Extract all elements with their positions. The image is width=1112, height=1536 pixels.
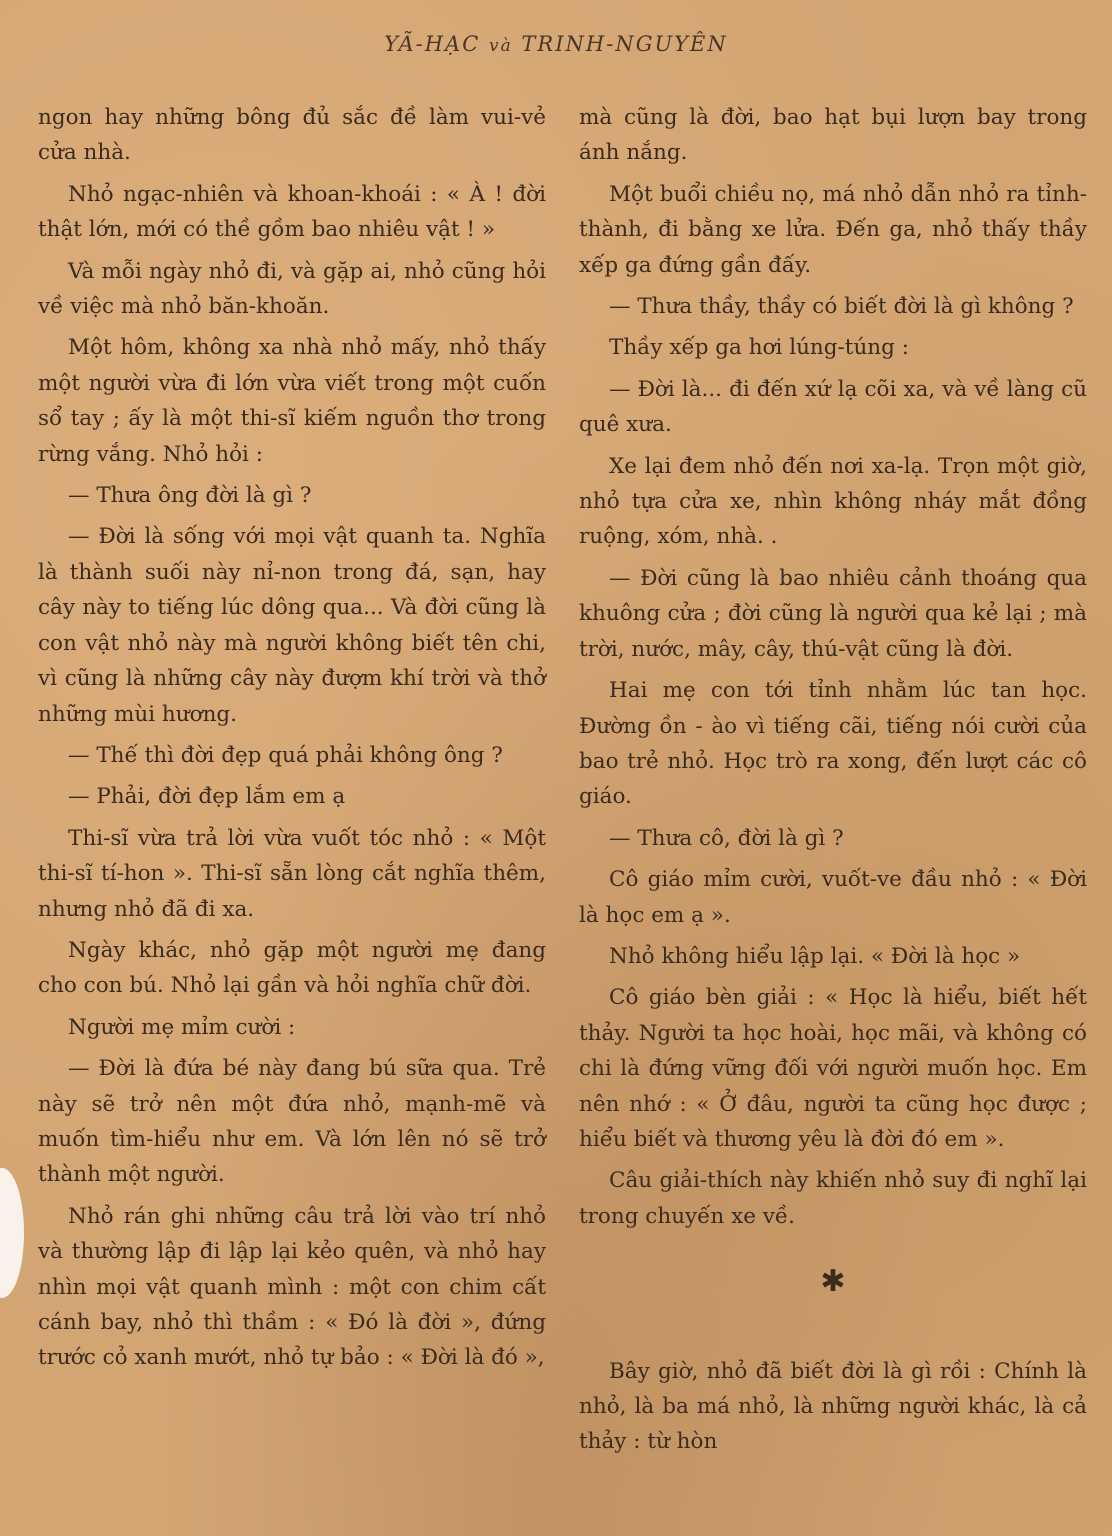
- right-column-body: [579, 100, 1087, 1234]
- paragraph: Ngày khác, nhỏ gặp một người mẹ đang cho con bú. Nhỏ lại gần và hỏi nghĩa chữ đời.: [38, 937, 546, 999]
- paragraph: Nhỏ không hiểu lập lại. « Đời là học »: [609, 943, 1021, 969]
- paragraph: — Đời là sống với mọi vật quanh ta. Nghĩa là thành suối này nỉ-non trong đá, sạn, hay cây này to tiếng lúc dông qua... Và đời cũng là con vật nhỏ này mà người không biết tên chi, vì cũng là những cây này đượm khí trời và thở những mùi hương.: [38, 524, 546, 727]
- paragraph: Thầy xếp ga hơi lúng-túng :: [609, 335, 909, 361]
- paragraph: mà cũng là đời, bao hạt bụi lượn bay trong ánh nắng.: [579, 105, 1087, 166]
- paragraph: Một hôm, không xa nhà nhỏ mấy, nhỏ thấy một người vừa đi lớn vừa viết trong một cuốn sổ tay ; ấy là một thi-sĩ kiếm nguồn thơ trong rừng vắng. Nhỏ hỏi :: [38, 335, 546, 467]
- paragraph: ngon hay những bông đủ sắc đề làm vui-vẻ cửa nhà.: [38, 105, 546, 166]
- paragraph: Cô giáo bèn giải : « Học là hiểu, biết hết thảy. Người ta học hoài, học mãi, và không có chi là đứng vững đối với người muốn học. Em nên nhớ : « Ở đâu, người ta cũng học được ; hiểu biết và thương yêu là đời đó em ».: [579, 985, 1087, 1152]
- paragraph: Người mẹ mỉm cười :: [68, 1014, 296, 1040]
- paragraph: — Thưa ông đời là gì ?: [68, 483, 312, 509]
- paper-damage-mark: [0, 1168, 24, 1298]
- header-title-right: TRINH-NGUYÊN: [521, 32, 728, 56]
- paragraph: — Đời là... đi đến xứ lạ cõi xa, và về làng cũ quê xưa.: [579, 376, 1087, 438]
- paragraph: — Thưa cô, đời là gì ?: [609, 825, 844, 851]
- section-separator-icon: ✱: [820, 1264, 846, 1300]
- header-title-left: YÃ-HẠC: [384, 32, 481, 56]
- paragraph: Một buổi chiều nọ, má nhỏ dẫn nhỏ ra tỉnh-thành, đi bằng xe lửa. Đến ga, nhỏ thấy thầy xếp ga đứng gần đấy.: [579, 181, 1087, 278]
- paragraph: Thi-sĩ vừa trả lời vừa vuốt tóc nhỏ : « Một thi-sĩ tí-hon ». Thi-sĩ sẵn lòng cắt nghĩa thêm, nhưng nhỏ đã đi xa.: [38, 825, 546, 922]
- paragraph: Và mỗi ngày nhỏ đi, và gặp ai, nhỏ cũng hỏi về việc mà nhỏ băn-khoăn.: [38, 258, 546, 320]
- paragraph: Câu giải-thích này khiến nhỏ suy đi nghĩ lại trong chuyến xe về.: [579, 1168, 1087, 1229]
- left-column: [38, 100, 546, 1382]
- paragraph: Xe lại đem nhỏ đến nơi xa-lạ. Trọn một giờ, nhỏ tựa cửa xe, nhìn không nháy mắt đồng ruộng, xóm, nhà. .: [579, 453, 1087, 550]
- paragraph: Bây giờ, nhỏ đã biết đời là gì rồi : Chính là nhỏ, là ba má nhỏ, là những người khác, là cả thảy : từ hòn: [579, 1358, 1087, 1455]
- paragraph: Nhỏ ngạc-nhiên và khoan-khoái : « À ! đời thật lớn, mới có thề gồm bao nhiêu vật ! »: [38, 181, 546, 243]
- paragraph: Hai mẹ con tới tỉnh nhằm lúc tan học. Đường ồn - ào vì tiếng cãi, tiếng nói cười của bao trẻ nhỏ. Học trò ra xong, đến lượt các cô giáo.: [579, 678, 1087, 810]
- right-column: [579, 100, 1087, 1466]
- paragraph: — Thế thì đời đẹp quá phải không ông ?: [68, 742, 503, 768]
- paragraph: Cô giáo mỉm cười, vuốt-ve đầu nhỏ : « Đời là học em ạ ».: [579, 867, 1087, 928]
- paragraph: — Phải, đời đẹp lắm em ạ: [68, 784, 346, 810]
- right-column-closing: [579, 1354, 1087, 1460]
- paragraph: — Thưa thầy, thầy có biết đời là gì không ?: [609, 294, 1074, 320]
- paragraph: — Đời là đứa bé này đang bú sữa qua. Trẻ này sẽ trở nên một đứa nhỏ, mạnh-mẽ và muốn tìm-hiểu như em. Và lớn lên nó sẽ trở thành một người.: [38, 1056, 546, 1188]
- header-conjunction: và: [488, 36, 513, 56]
- paragraph: — Đời cũng là bao nhiêu cảnh thoáng qua khuông cửa ; đời cũng là người qua kẻ lại ; mà trời, nước, mây, cây, thú-vật cũng là đời.: [579, 565, 1087, 662]
- running-header: [0, 32, 1112, 56]
- paragraph: Nhỏ rán ghi những câu trả lời vào trí nhỏ và thường lập đi lập lại kẻo quên, và nhỏ hay nhìn mọi vật quanh mình : một con chim cất cánh bay, nhỏ thì thầm : « Đó là đời », đứng trước cỏ xanh mướt, nhỏ tự bảo : « Đời là đó »,: [38, 1203, 546, 1371]
